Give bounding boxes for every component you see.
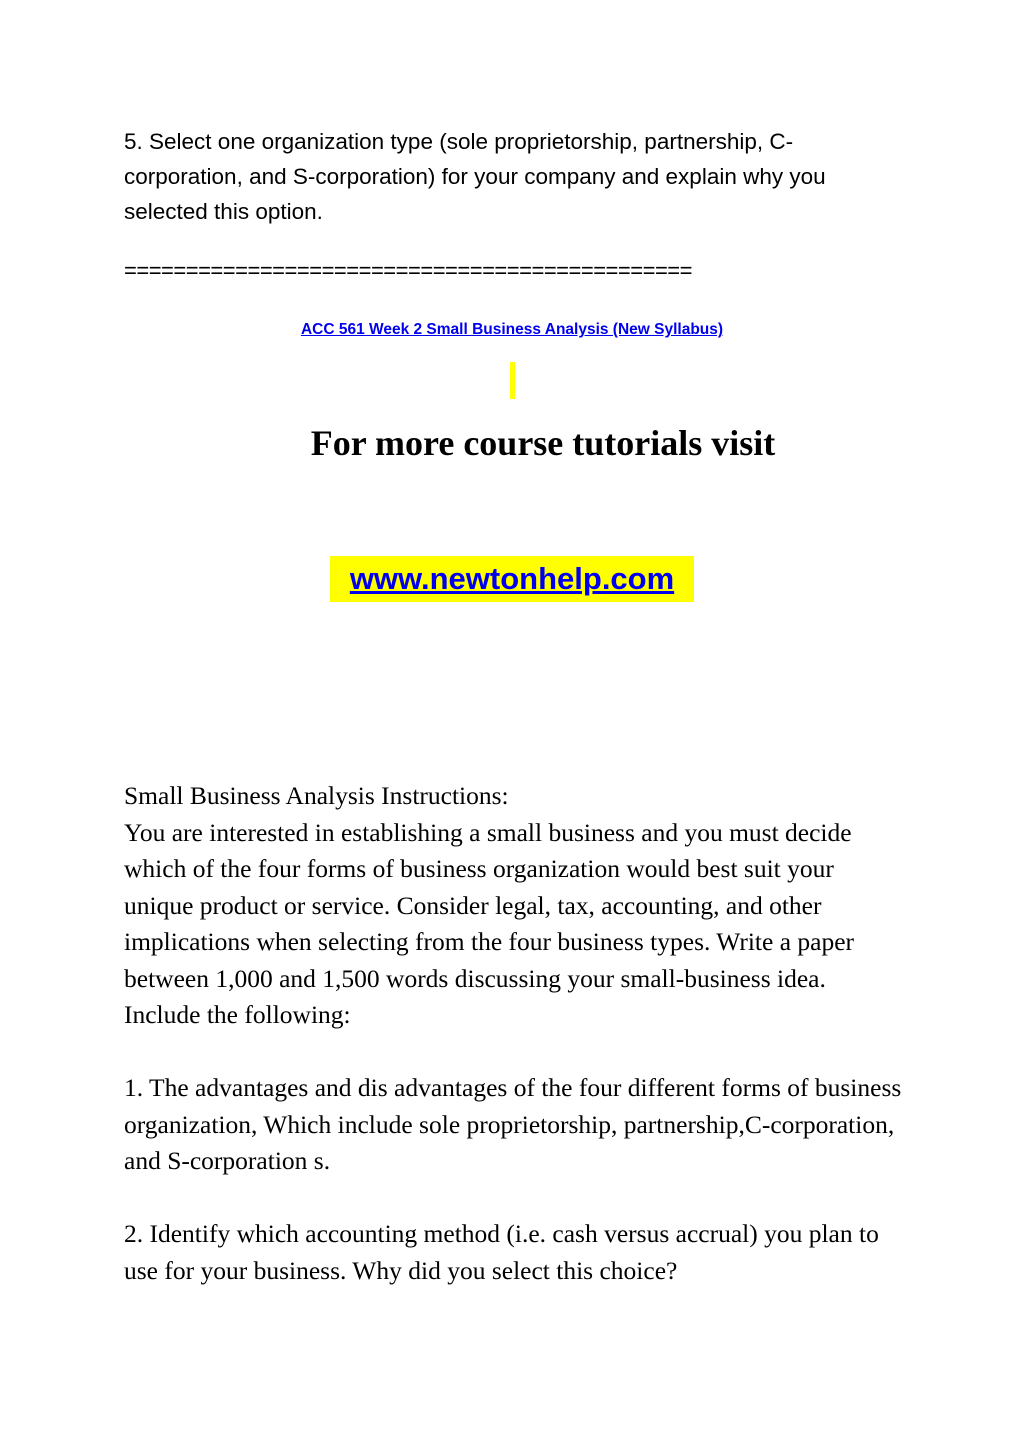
course-link-row [0,318,1024,342]
site-link[interactable]: www.newtonhelp.com [349,561,675,596]
site-link-highlight [330,556,694,602]
promo-heading: For more course tutorials visit [310,423,776,463]
item-5-question: 5. Select one organization type (sole proprietorship, partnership, C-corporation, and S-corporation) for your company and explain why you selected this option. [124,129,826,224]
separator-line: ============================================== [124,258,692,283]
course-link[interactable]: ACC 561 Week 2 Small Business Analysis (New Syllabus) [300,321,724,338]
instructions-section [124,778,904,1289]
highlight-cursor-mark [510,362,515,399]
instruction-item-1: 1. The advantages and dis advantages of the four different forms of business organization, Which include sole proprietorship, partnership,C-corporation, and S-corporation s. [124,1073,902,1175]
instruction-item-2: 2. Identify which accounting method (i.e. cash versus accrual) you plan to use for your business. Why did you select this choice? [124,1219,879,1285]
paragraph-gap [124,1034,904,1071]
paragraph-gap [124,1180,904,1217]
instructions-title: Small Business Analysis Instructions: [124,781,509,810]
instructions-body: You are interested in establishing a small business and you must decide which of the four forms of business organization would best suit your unique product or service. Consider legal, tax, accounting, and other implications when selecting from the four business types. Write a paper between 1,000 and 1,500 words discussing your small-business idea. Include the following: [124,817,855,1029]
